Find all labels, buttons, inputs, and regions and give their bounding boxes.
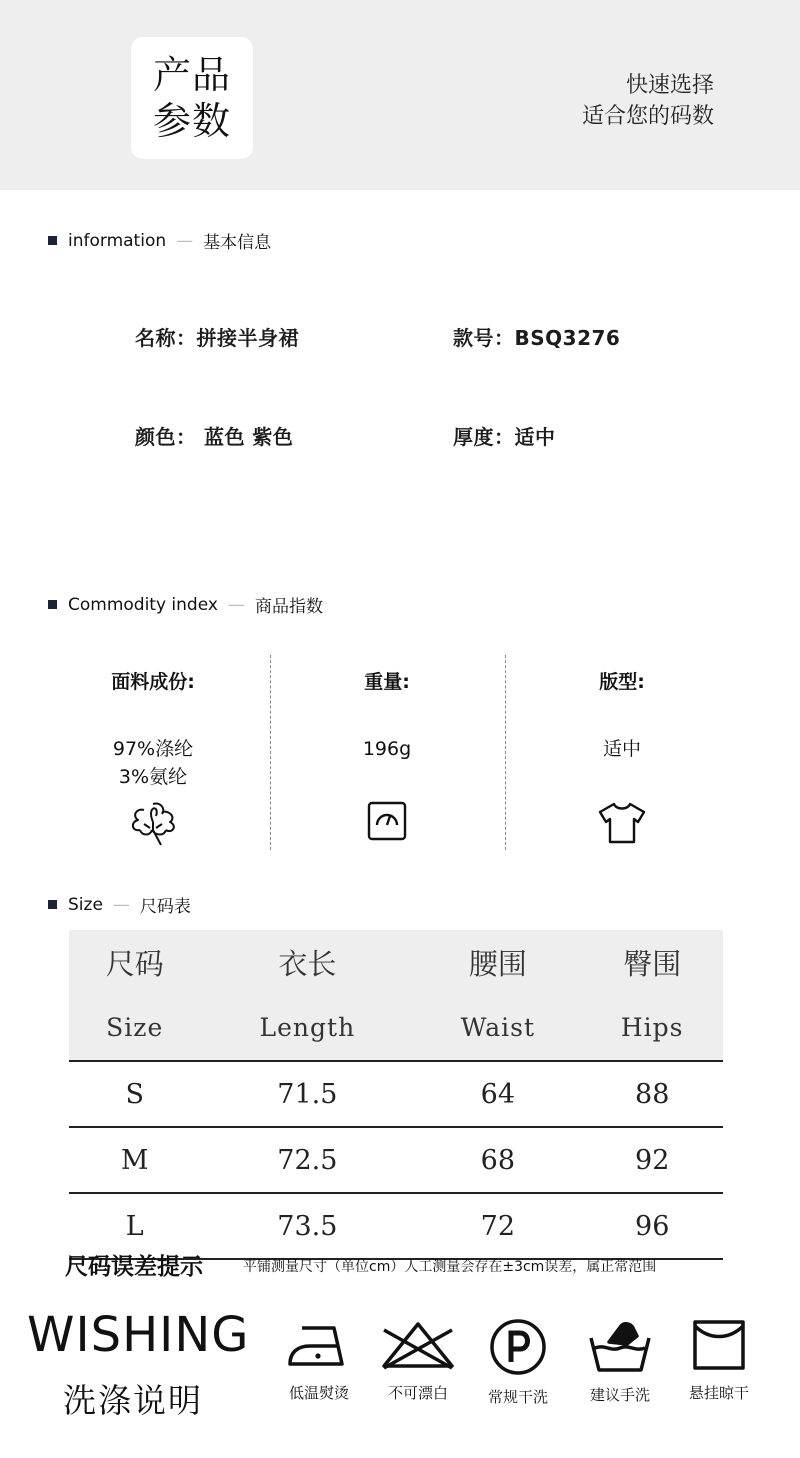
fabric-value (36, 735, 270, 791)
info-code: 款号：BSQ3276 (453, 326, 621, 350)
hand-wash-icon (587, 1318, 653, 1374)
section-cn: 基本信息 (203, 233, 272, 253)
header-cell: Waist (414, 995, 581, 1061)
size-error-note: 平铺测量尺寸（单位cm）人工测量会存在±3cm误差，属正常范围 (243, 1259, 657, 1275)
cell-hips: 92 (581, 1127, 723, 1193)
fabric-label: 面料成份: (111, 671, 195, 693)
cell-hips: 96 (581, 1193, 723, 1259)
cell-size: S (69, 1061, 200, 1127)
care-label: 不可漂白 (387, 1384, 448, 1402)
tshirt-icon (596, 800, 648, 850)
washing-title: 洗涤说明 (63, 1381, 203, 1420)
cotton-icon (126, 800, 180, 854)
cell-hips: 88 (581, 1061, 723, 1127)
fabric-value-line-1: 97%涤纶 (112, 738, 194, 760)
section-heading-commodity (48, 592, 323, 617)
dry-clean-p-icon (488, 1318, 548, 1376)
care-item-hang-dry (674, 1318, 764, 1403)
cell-length: 73.5 (200, 1193, 414, 1259)
table-header-row-en (69, 995, 723, 1061)
care-label: 建议手洗 (589, 1386, 650, 1404)
section-dash: — (176, 230, 194, 251)
weight-value-line-1: 196g (362, 738, 412, 760)
tagline-line-1: 快速选择 (625, 73, 714, 98)
care-label: 低温熨烫 (288, 1384, 349, 1402)
fabric-value-line-2: 3%氨纶 (118, 766, 188, 788)
section-heading-information (48, 228, 271, 253)
header-cell: Hips (581, 995, 723, 1061)
cell-length: 72.5 (200, 1127, 414, 1193)
weight-label: 重量: (364, 671, 410, 693)
section-en: Commodity index (68, 594, 218, 615)
header-cell: 臀围 (581, 930, 723, 995)
header-cell: Size (69, 995, 200, 1061)
care-label: 悬挂晾干 (688, 1384, 749, 1402)
header-cell: Length (200, 995, 414, 1061)
section-cn: 商品指数 (254, 597, 323, 617)
section-en: information (68, 230, 167, 251)
brand-logo: WISHING (27, 1307, 250, 1363)
scale-icon (366, 800, 408, 846)
weight-value (270, 735, 504, 763)
fit-label: 版型: (599, 671, 645, 693)
section-dash: — (227, 594, 245, 615)
info-name: 名称：拼接半身裙 (135, 326, 299, 350)
table-row (69, 1127, 723, 1193)
header-banner (0, 0, 800, 190)
section-en: Size (68, 894, 103, 915)
title-box (131, 37, 253, 159)
cell-waist: 64 (414, 1061, 581, 1127)
fit-value-line-1: 适中 (602, 738, 641, 760)
title-line-1: 产品 (152, 53, 231, 97)
hang-dry-icon (691, 1318, 747, 1372)
cell-waist: 72 (414, 1193, 581, 1259)
care-item-hand-wash (575, 1318, 665, 1405)
header-cell: 尺码 (69, 930, 200, 995)
section-dash: — (112, 894, 130, 915)
care-label: 常规干洗 (487, 1388, 548, 1406)
bullet-square (48, 236, 57, 245)
cell-length: 71.5 (200, 1061, 414, 1127)
commodity-weight (270, 655, 504, 850)
cell-waist: 68 (414, 1127, 581, 1193)
section-heading-size (48, 892, 191, 917)
bullet-square (48, 900, 57, 909)
size-table (69, 930, 723, 1260)
tagline-line-2: 适合您的码数 (581, 104, 714, 129)
info-thickness: 厚度：适中 (453, 425, 556, 449)
section-cn: 尺码表 (139, 897, 191, 917)
cell-size: M (69, 1127, 200, 1193)
care-item-dry-clean (473, 1318, 563, 1407)
header-cell: 衣长 (200, 930, 414, 995)
info-color: 颜色： 蓝色 紫色 (135, 425, 294, 449)
tagline (582, 70, 714, 132)
title-line-2: 参数 (152, 99, 231, 143)
cell-size: L (69, 1193, 200, 1259)
table-header-row-cn (69, 930, 723, 995)
table-row (69, 1061, 723, 1127)
commodity-fabric (36, 655, 270, 850)
iron-low-icon (284, 1318, 354, 1372)
size-error-title: 尺码误差提示 (65, 1254, 203, 1280)
no-bleach-icon (376, 1318, 460, 1372)
commodity-fit (505, 655, 739, 850)
care-item-iron (274, 1318, 364, 1403)
fit-value (505, 735, 739, 763)
header-cell: 腰围 (414, 930, 581, 995)
bullet-square (48, 600, 57, 609)
care-item-no-bleach (373, 1318, 463, 1403)
